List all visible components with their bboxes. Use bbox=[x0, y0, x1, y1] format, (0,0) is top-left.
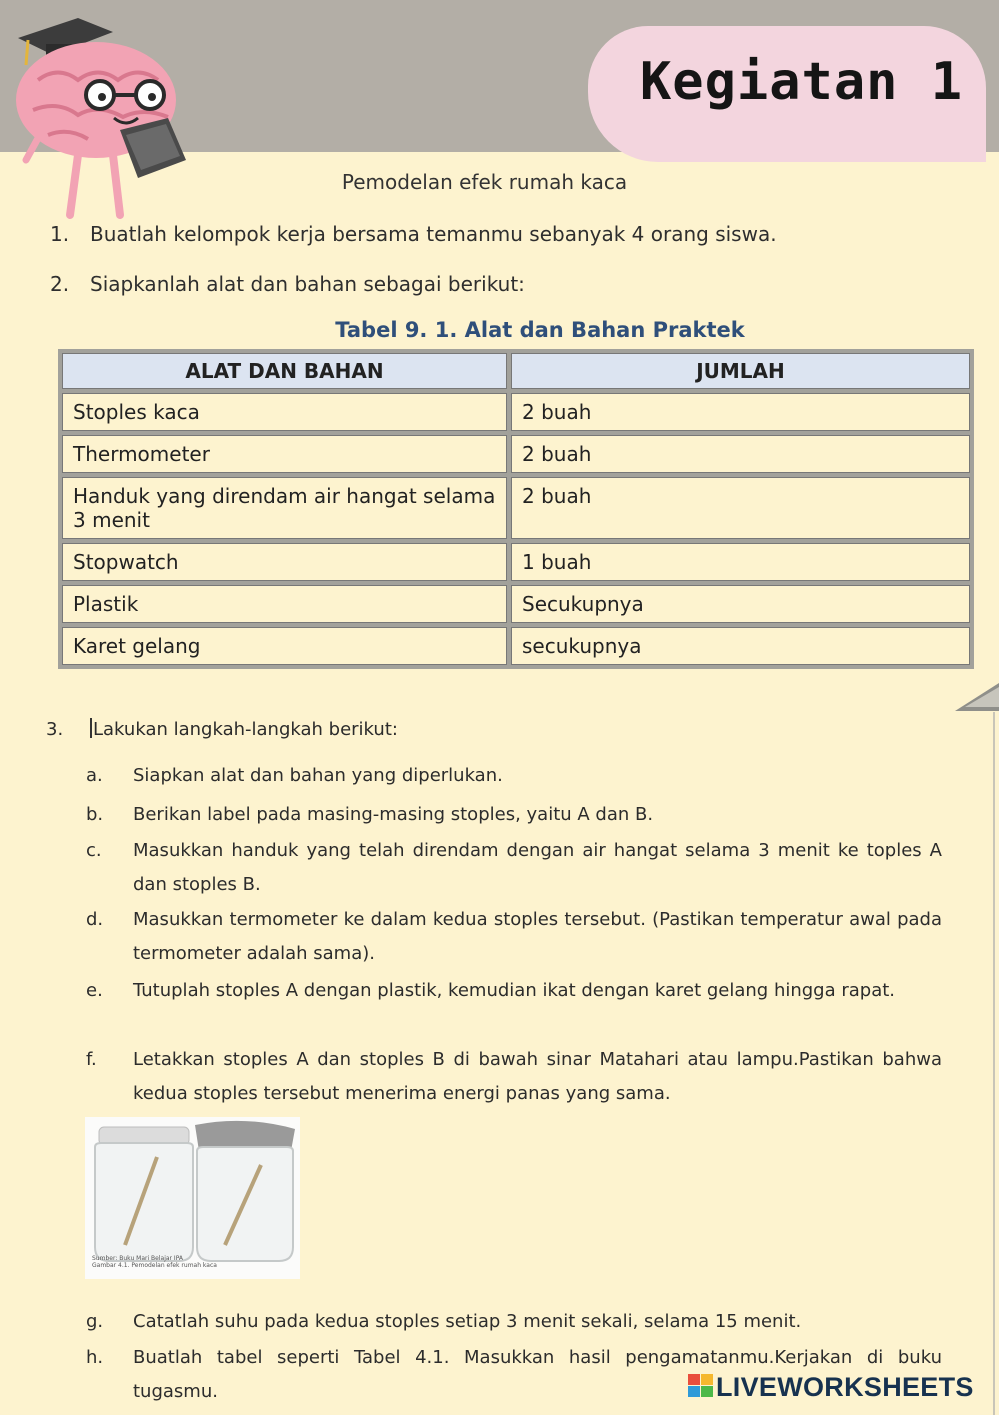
brand-text: LIVEWORKSHEETS bbox=[716, 1372, 974, 1402]
table-cell: Handuk yang direndam air hangat selama 3 menit bbox=[62, 477, 507, 539]
tools-table bbox=[58, 349, 974, 669]
table-cell: 1 buah bbox=[511, 543, 970, 581]
table-cell: Stoples kaca bbox=[62, 393, 507, 431]
step-text: Buatlah kelompok kerja bersama temanmu sebanyak 4 orang siswa. bbox=[90, 222, 777, 246]
sub-step-label: h. bbox=[86, 1347, 104, 1368]
step-number: 2. bbox=[50, 272, 70, 296]
sub-step-e bbox=[86, 974, 942, 1008]
sub-step-b bbox=[86, 798, 942, 832]
step-1 bbox=[50, 222, 777, 246]
page-title: Kegiatan 1 bbox=[640, 52, 964, 112]
sub-step-g bbox=[86, 1305, 942, 1339]
table-row bbox=[62, 435, 970, 473]
page-curl-icon bbox=[935, 683, 999, 711]
sub-step-label: g. bbox=[86, 1311, 104, 1332]
table-row bbox=[62, 477, 970, 539]
text-cursor bbox=[90, 718, 92, 738]
step-text: Siapkanlah alat dan bahan sebagai berikut: bbox=[90, 272, 525, 296]
table-cell: Plastik bbox=[62, 585, 507, 623]
sub-step-label: a. bbox=[86, 765, 103, 786]
sub-step-text: Buatlah tabel seperti Tabel 4.1. Masukkan hasil pengamatanmu.Kerjakan di buku tugasmu. bbox=[133, 1347, 942, 1402]
step-2 bbox=[50, 272, 525, 296]
sub-step-c bbox=[86, 834, 942, 902]
step-text: Lakukan langkah-langkah berikut: bbox=[93, 719, 398, 740]
sub-step-label: d. bbox=[86, 909, 104, 930]
table-cell: secukupnya bbox=[511, 627, 970, 665]
sub-step-text: Masukkan handuk yang telah direndam dengan air hangat selama 3 menit ke toples A dan stoples B. bbox=[133, 840, 942, 895]
table-cell: Thermometer bbox=[62, 435, 507, 473]
liveworksheets-brand[interactable] bbox=[688, 1372, 974, 1403]
sub-step-text: Masukkan termometer ke dalam kedua stoples tersebut. (Pastikan temperatur awal pada termometer adalah sama). bbox=[133, 909, 942, 964]
step-number: 1. bbox=[50, 222, 70, 246]
page-edge bbox=[993, 712, 995, 1415]
sub-step-text: Letakkan stoples A dan stoples B di bawah sinar Matahari atau lampu.Pastikan bahwa kedua stoples tersebut menerima energi panas yang sama. bbox=[133, 1049, 942, 1104]
sub-step-text: Berikan label pada masing-masing stoples, yaitu A dan B. bbox=[133, 804, 654, 825]
sub-step-text: Tutuplah stoples A dengan plastik, kemudian ikat dengan karet gelang hingga rapat. bbox=[133, 980, 896, 1001]
sub-step-label: b. bbox=[86, 804, 104, 825]
step-number: 3. bbox=[46, 719, 64, 740]
table-cell: Karet gelang bbox=[62, 627, 507, 665]
sub-step-label: c. bbox=[86, 840, 102, 861]
sub-step-text: Catatlah suhu pada kedua stoples setiap 3 menit sekali, selama 15 menit. bbox=[133, 1311, 802, 1332]
table-cell: 2 buah bbox=[511, 477, 970, 539]
figure-credit bbox=[92, 1255, 217, 1269]
column-header: ALAT DAN BAHAN bbox=[62, 353, 507, 389]
figure-caption: Gambar 4.1. Pemodelan efek rumah kaca bbox=[92, 1262, 217, 1269]
table-cell: Stopwatch bbox=[62, 543, 507, 581]
table-row bbox=[62, 627, 970, 665]
sub-step-d bbox=[86, 903, 942, 971]
sub-step-label: e. bbox=[86, 980, 103, 1001]
table-header-row bbox=[62, 353, 970, 389]
step-3 bbox=[46, 718, 398, 740]
sub-step-label: f. bbox=[86, 1049, 97, 1070]
sub-step-f bbox=[86, 1043, 942, 1111]
activity-subtitle: Pemodelan efek rumah kaca bbox=[341, 170, 628, 194]
table-cell: Secukupnya bbox=[511, 585, 970, 623]
table-row bbox=[62, 393, 970, 431]
liveworksheets-logo-icon bbox=[688, 1374, 714, 1398]
table-cell: 2 buah bbox=[511, 393, 970, 431]
table-row bbox=[62, 543, 970, 581]
sub-step-text: Siapkan alat dan bahan yang diperlukan. bbox=[133, 765, 503, 786]
sub-step-a bbox=[86, 759, 942, 793]
column-header: JUMLAH bbox=[511, 353, 970, 389]
table-caption: Tabel 9. 1. Alat dan Bahan Praktek bbox=[335, 318, 745, 342]
table-cell: 2 buah bbox=[511, 435, 970, 473]
table-row bbox=[62, 585, 970, 623]
figure-source: Sumber: Buku Mari Belajar IPA bbox=[92, 1255, 184, 1262]
